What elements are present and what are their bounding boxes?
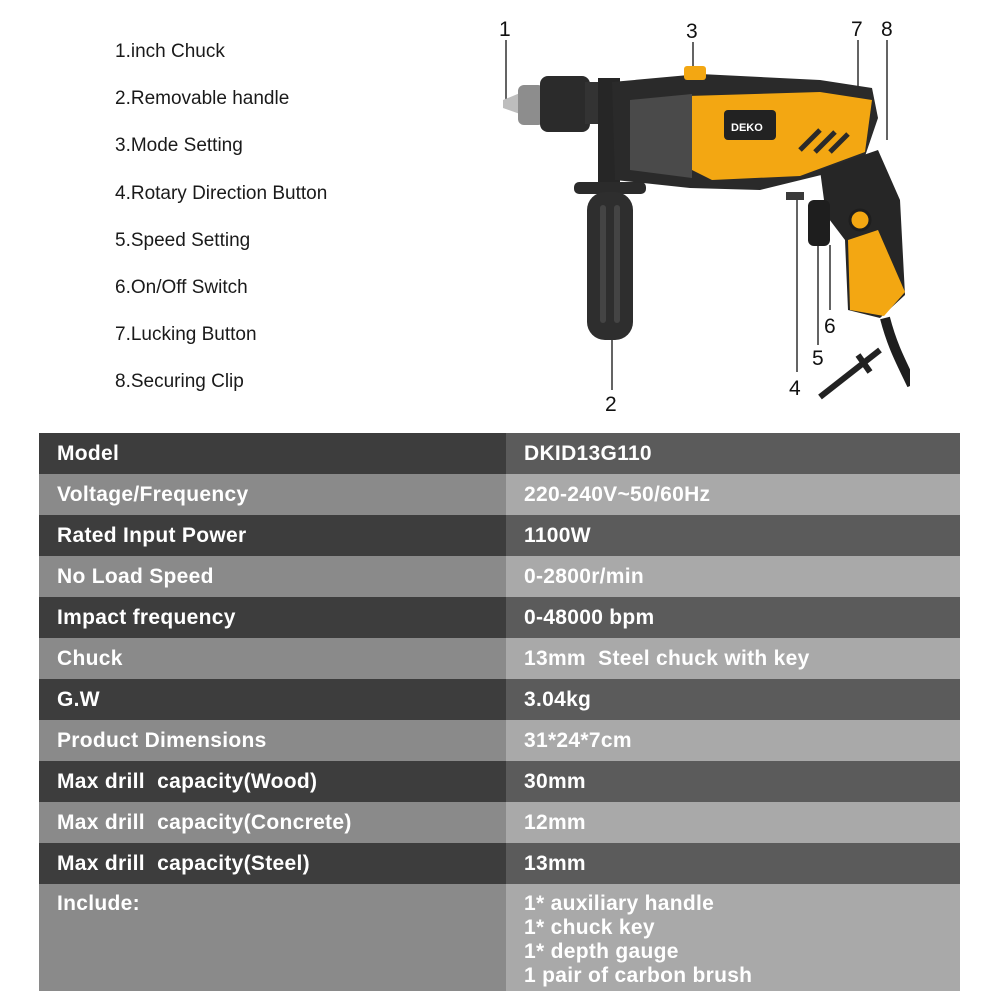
- include-item: 1* chuck key: [524, 916, 655, 939]
- spec-row-chuck: [39, 638, 960, 679]
- spec-value: 13mm: [506, 843, 960, 884]
- spec-value: 12mm: [506, 802, 960, 843]
- callout-4: 4: [789, 377, 801, 400]
- spec-row-speed: [39, 556, 960, 597]
- spec-row-impact: [39, 597, 960, 638]
- include-item: 1* depth gauge: [524, 940, 679, 963]
- spec-value: 0-2800r/min: [506, 556, 960, 597]
- spec-label: Model: [39, 433, 506, 474]
- spec-row-weight: [39, 679, 960, 720]
- callout-1: 1: [499, 18, 511, 41]
- spec-row-concrete: [39, 802, 960, 843]
- spec-value: 3.04kg: [506, 679, 960, 720]
- spec-label: Rated Input Power: [39, 515, 506, 556]
- callout-2: 2: [605, 393, 617, 416]
- spec-row-include: [39, 884, 960, 991]
- spec-label: Max drill capacity(Steel): [39, 843, 506, 884]
- include-item: 1* auxiliary handle: [524, 892, 715, 915]
- spec-value: 13mm Steel chuck with key: [506, 638, 960, 679]
- spec-row-model: [39, 433, 960, 474]
- spec-label: G.W: [39, 679, 506, 720]
- brand-logo: DEKO: [731, 122, 763, 134]
- include-item: 1 pair of carbon brush: [524, 964, 753, 987]
- spec-value: 0-48000 bpm: [506, 597, 960, 638]
- spec-value: 220-240V~50/60Hz: [506, 474, 960, 515]
- spec-label: Voltage/Frequency: [39, 474, 506, 515]
- on-off-switch: [808, 200, 830, 246]
- part-label-8: 8.Securing Clip: [115, 371, 244, 393]
- spec-label: Chuck: [39, 638, 506, 679]
- part-label-1: 1.inch Chuck: [115, 41, 225, 62]
- include-values: [506, 884, 960, 991]
- part-label-5: 5.Speed Setting: [115, 229, 251, 251]
- spec-label: Max drill capacity(Wood): [39, 761, 506, 802]
- callout-5: 5: [812, 347, 824, 370]
- callout-3: 3: [686, 20, 698, 43]
- spec-label: Product Dimensions: [39, 720, 506, 761]
- spec-row-voltage: [39, 474, 960, 515]
- spec-label: Impact frequency: [39, 597, 506, 638]
- parts-legend: [115, 38, 327, 416]
- callout-8: 8: [881, 18, 893, 41]
- part-label-2: 2.Removable handle: [115, 88, 290, 110]
- part-label-6: 6.On/Off Switch: [115, 276, 248, 298]
- include-label: Include:: [39, 884, 506, 991]
- spec-value: 1100W: [506, 515, 960, 556]
- callout-7: 7: [851, 18, 863, 41]
- spec-row-steel: [39, 843, 960, 884]
- part-label-3: 3.Mode Setting: [115, 135, 243, 157]
- spec-value: 31*24*7cm: [506, 720, 960, 761]
- spec-label: No Load Speed: [39, 556, 506, 597]
- drill-illustration: [490, 0, 910, 420]
- spec-row-power: [39, 515, 960, 556]
- spec-row-wood: [39, 761, 960, 802]
- include-list: [524, 892, 752, 988]
- spec-label: Max drill capacity(Concrete): [39, 802, 506, 843]
- locking-button: [850, 210, 870, 230]
- spec-table: [39, 433, 960, 991]
- callout-6: 6: [824, 315, 836, 338]
- spec-value: 30mm: [506, 761, 960, 802]
- part-label-4: 4.Rotary Direction Button: [115, 182, 328, 204]
- part-label-7: 7.Lucking Button: [115, 324, 257, 346]
- spec-value: DKID13G110: [506, 433, 960, 474]
- spec-row-dimensions: [39, 720, 960, 761]
